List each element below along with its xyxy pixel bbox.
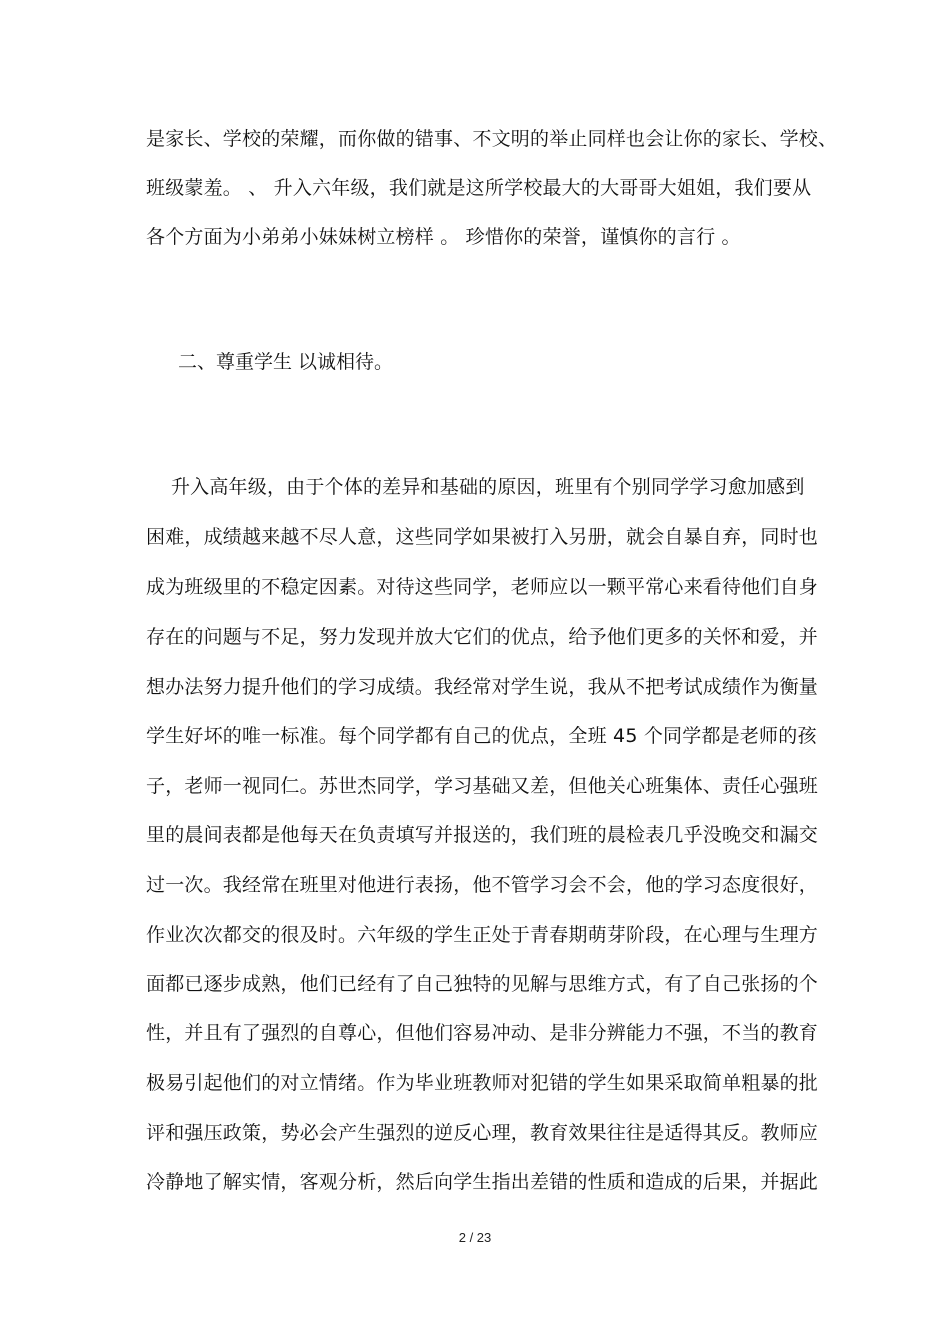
paragraph-1-line-3: 各个方面为小弟弟小妹妹树立榜样 。 珍惜你的荣誉，谨慎你的言行 。 [146, 226, 741, 248]
paragraph-2-line-12: 性，并且有了强烈的自尊心，但他们容易冲动、是非分辨能力不强，不当的教育 [146, 1022, 819, 1044]
page-number: 2 / 23 [458, 1230, 492, 1245]
paragraph-1-line-1: 是家长、学校的荣耀，而你做的错事、不文明的举止同样也会让你的家长、学校、 [146, 128, 838, 150]
paragraph-2-line-11: 面都已逐步成熟，他们已经有了自己独特的见解与思维方式，有了自己张扬的个 [146, 973, 819, 995]
paragraph-2-line-15: 冷静地了解实情，客观分析，然后向学生指出差错的性质和造成的后果，并据此 [146, 1171, 819, 1193]
paragraph-2-line-3: 成为班级里的不稳定因素。对待这些同学，老师应以一颗平常心来看待他们自身 [146, 576, 819, 598]
paragraph-2-line-6: 学生好坏的唯一标准。每个同学都有自己的优点，全班 45 个同学都是老师的孩 [146, 725, 817, 747]
paragraph-2-line-7: 子，老师一视同仁。苏世杰同学，学习基础又差，但他关心班集体、责任心强班 [146, 775, 819, 797]
paragraph-2-line-10: 作业次次都交的很及时。六年级的学生正处于青春期萌芽阶段，在心理与生理方 [146, 924, 819, 946]
paragraph-2-line-9: 过一次。我经常在班里对他进行表扬，他不管学习会不会，他的学习态度很好， [146, 874, 819, 896]
paragraph-2-line-14: 评和强压政策，势必会产生强烈的逆反心理，教育效果往往是适得其反。教师应 [146, 1122, 819, 1144]
paragraph-2-line-4: 存在的问题与不足，努力发现并放大它们的优点，给予他们更多的关怀和爱，并 [146, 626, 819, 648]
paragraph-1-line-2: 班级蒙羞。 、 升入六年级，我们就是这所学校最大的大哥哥大姐姐，我们要从 [146, 177, 812, 199]
paragraph-2-line-13: 极易引起他们的对立情绪。作为毕业班教师对犯错的学生如果采取简单粗暴的批 [146, 1072, 819, 1094]
paragraph-2-line-8: 里的晨间表都是他每天在负责填写并报送的，我们班的晨检表几乎没晚交和漏交 [146, 824, 819, 846]
paragraph-2-line-1: 升入高年级，由于个体的差异和基础的原因，班里有个别同学学习愈加感到 [146, 476, 805, 498]
paragraph-2-line-5: 想办法努力提升他们的学习成绩。我经常对学生说，我从不把考试成绩作为衡量 [146, 676, 819, 698]
section-heading: 二、尊重学生 以诚相待。 [178, 351, 394, 373]
paragraph-2-line-2: 困难，成绩越来越不尽人意，这些同学如果被打入另册，就会自暴自弃，同时也 [146, 526, 819, 548]
